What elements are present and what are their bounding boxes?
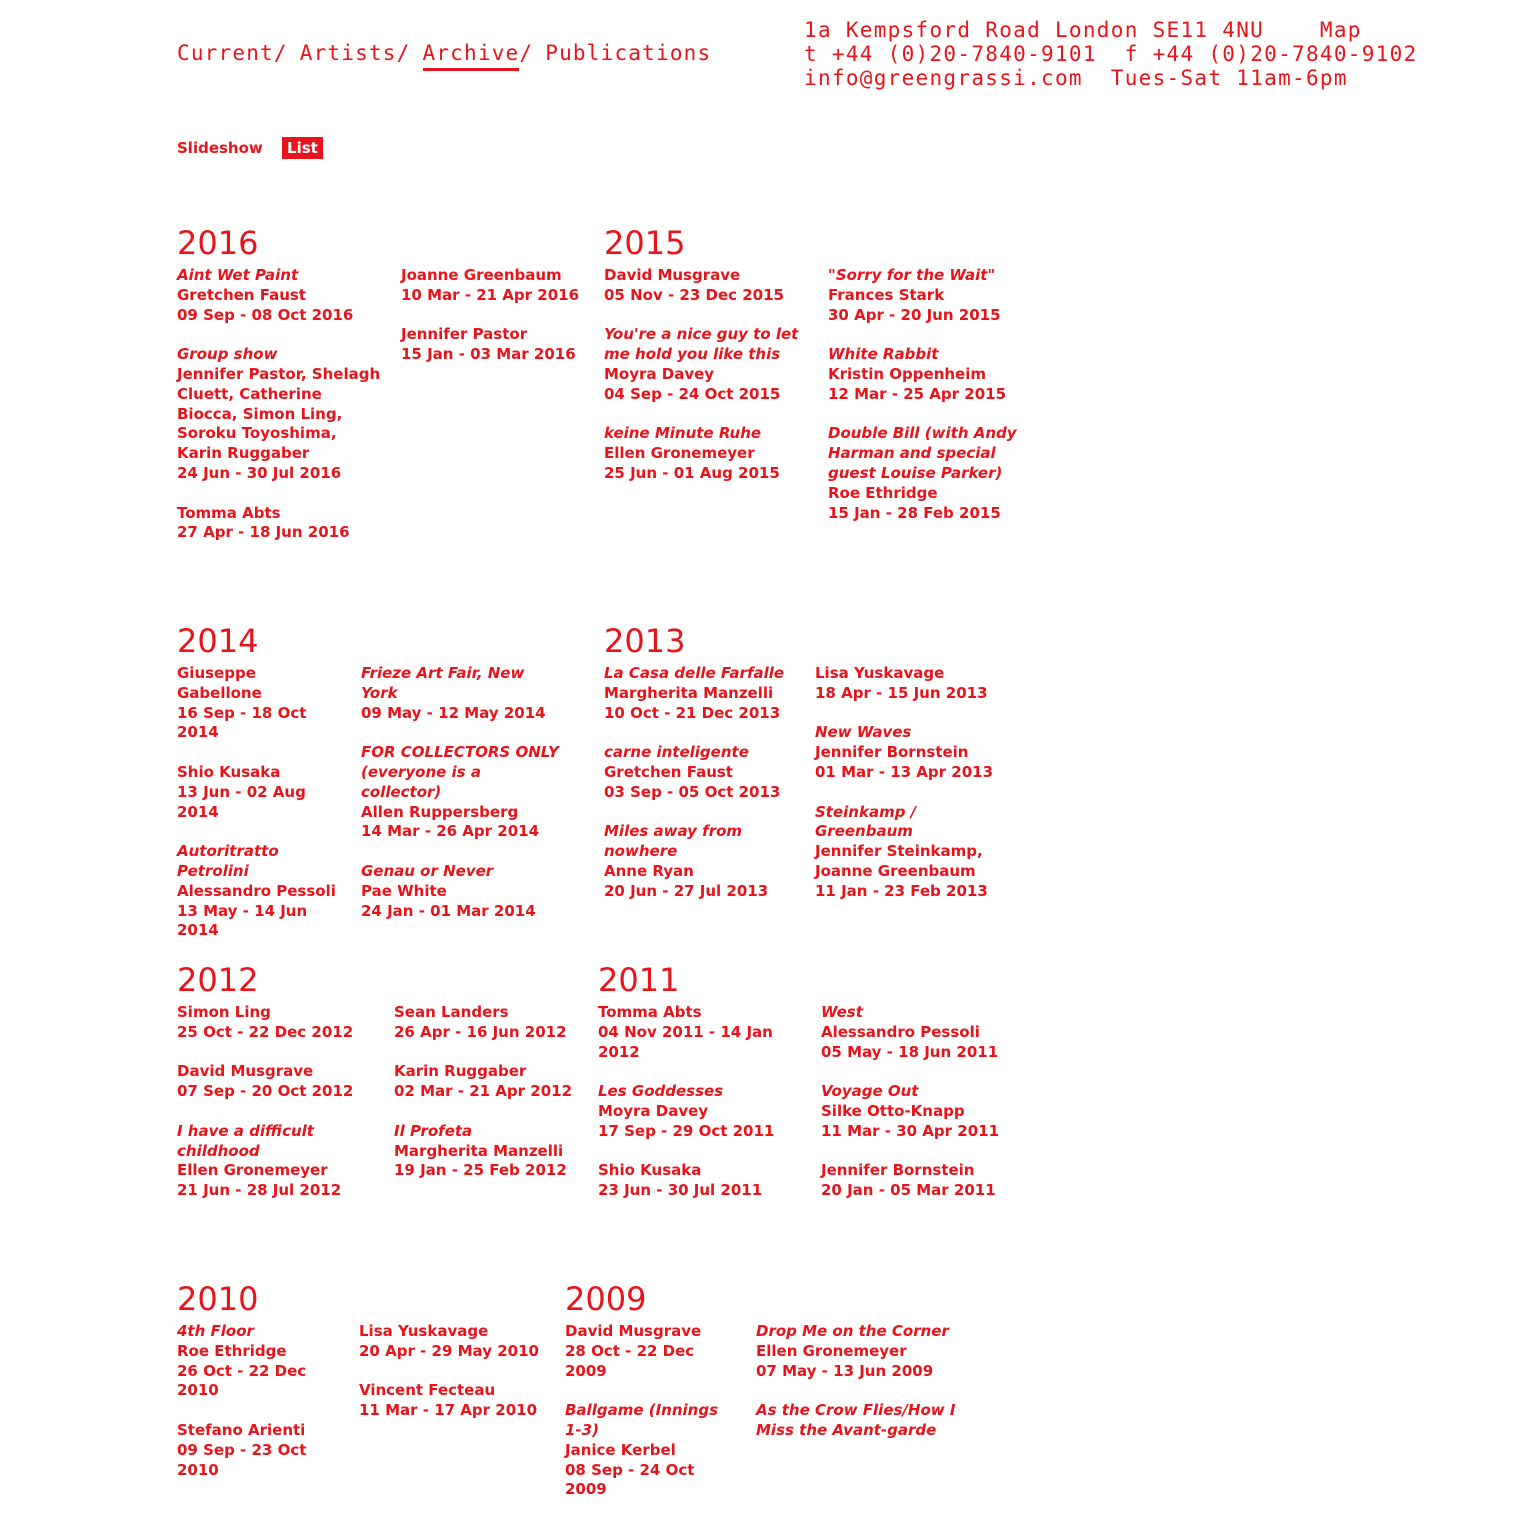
exhibition-dates: 07 Sep - 20 Oct 2012	[177, 1082, 354, 1101]
exhibition-dates: 07 May - 13 Jun 2009	[756, 1361, 934, 1380]
exhibition-entry[interactable]	[177, 345, 381, 484]
exhibition-artist: Lisa Yuskavage	[815, 664, 945, 682]
exhibition-artist: Janice Kerbel	[565, 1440, 676, 1459]
view-toggle	[177, 139, 323, 157]
exhibition-artist: Sean Landers	[394, 1003, 509, 1021]
exhibition-dates: 04 Nov 2011 - 14 Jan 2012	[598, 1022, 773, 1061]
exhibition-entry[interactable]	[828, 345, 1028, 404]
exhibition-artist: Giuseppe Gabellone	[177, 664, 262, 702]
year-heading: 2015	[604, 223, 686, 262]
exhibition-column	[177, 266, 381, 563]
exhibition-title: La Casa delle Farfalle	[604, 664, 785, 682]
exhibition-entry[interactable]	[598, 1003, 801, 1062]
exhibition-artist: Gretchen Faust	[604, 762, 733, 781]
exhibition-dates: 20 Jan - 05 Mar 2011	[821, 1181, 996, 1200]
exhibition-entry[interactable]	[828, 424, 1028, 523]
exhibition-dates: 20 Jun - 27 Jul 2013	[604, 881, 769, 900]
exhibition-title: Double Bill (with Andy Harman and special guest Louise Parker)	[828, 424, 1017, 482]
exhibition-title: carne inteligente	[604, 743, 749, 762]
exhibition-dates: 01 Mar - 13 Apr 2013	[815, 762, 994, 781]
exhibition-artist: Stefano Arienti	[177, 1420, 306, 1439]
exhibition-entry[interactable]	[401, 325, 601, 365]
exhibition-entry[interactable]	[359, 1381, 559, 1421]
exhibition-column	[598, 1003, 801, 1221]
exhibition-artist: Ellen Gronemeyer	[756, 1341, 907, 1360]
exhibition-entry[interactable]	[565, 1322, 736, 1381]
exhibition-entry[interactable]	[177, 1062, 374, 1102]
exhibition-column	[604, 664, 795, 921]
exhibition-dates: 16 Sep - 18 Oct 2014	[177, 703, 307, 742]
exhibition-artist: Karin Ruggaber	[394, 1062, 527, 1081]
exhibition-dates: 24 Jan - 01 Mar 2014	[361, 901, 536, 920]
exhibition-title: I have a difficult childhood	[177, 1121, 314, 1160]
exhibition-entry[interactable]	[394, 1003, 594, 1043]
exhibition-column	[361, 664, 561, 941]
exhibition-entry[interactable]	[598, 1161, 801, 1201]
exhibition-dates: 09 May - 12 May 2014	[361, 703, 546, 722]
exhibition-entry[interactable]	[359, 1322, 559, 1362]
exhibition-artist: Ellen Gronemeyer	[177, 1161, 328, 1180]
exhibition-title: FOR COLLECTORS ONLY (everyone is a collector)	[361, 743, 559, 801]
exhibition-artist: Jennifer Pastor	[401, 325, 528, 344]
nav-artists[interactable]: Artists	[299, 41, 397, 65]
address: 1a Kempsford Road London SE11 4NU	[804, 18, 1265, 42]
exhibition-artist: Roe Ethridge	[828, 483, 938, 502]
nav-separator: /	[396, 41, 411, 65]
exhibition-entry[interactable]	[177, 763, 341, 822]
exhibition-dates: 05 Nov - 23 Dec 2015	[604, 285, 784, 304]
exhibition-artist: Jennifer Pastor, Shelagh Cluett, Catherine Biocca, Simon Ling, Soroku Toyoshima, Karin Ruggaber	[177, 364, 381, 463]
exhibition-entry[interactable]	[604, 325, 808, 404]
exhibition-title: White Rabbit	[828, 345, 939, 364]
opening-hours: Tues-Sat 11am-6pm	[1110, 66, 1348, 90]
exhibition-dates: 24 Jun - 30 Jul 2016	[177, 463, 342, 482]
exhibition-entry[interactable]	[177, 1122, 374, 1201]
exhibition-title: West	[821, 1003, 863, 1021]
exhibition-dates: 13 May - 14 Jun 2014	[177, 901, 308, 940]
exhibition-column	[815, 664, 1015, 921]
exhibition-title: You're a nice guy to let me hold you like this	[604, 325, 799, 364]
slideshow-view-button[interactable]: Slideshow	[177, 139, 263, 157]
exhibition-title: Steinkamp / Greenbaum	[815, 802, 917, 841]
exhibition-title: Group show	[177, 345, 278, 364]
exhibition-dates: 11 Jan - 23 Feb 2013	[815, 881, 988, 900]
exhibition-entry[interactable]	[361, 664, 561, 723]
year-heading: 2010	[177, 1279, 259, 1318]
exhibition-entry[interactable]	[815, 803, 1015, 902]
exhibition-artist: Tomma Abts	[177, 503, 281, 522]
exhibition-dates: 21 Jun - 28 Jul 2012	[177, 1181, 342, 1200]
exhibition-entry[interactable]	[565, 1401, 736, 1500]
exhibition-column	[604, 266, 808, 504]
exhibition-entry[interactable]	[756, 1401, 956, 1441]
exhibition-dates: 15 Jan - 03 Mar 2016	[401, 345, 576, 364]
exhibition-artist: Simon Ling	[177, 1003, 271, 1021]
list-view-button[interactable]: List	[282, 137, 323, 159]
exhibition-dates: 11 Mar - 30 Apr 2011	[821, 1121, 1000, 1140]
exhibition-dates: 26 Oct - 22 Dec 2010	[177, 1361, 307, 1400]
exhibition-dates: 02 Mar - 21 Apr 2012	[394, 1082, 573, 1101]
exhibition-dates: 23 Jun - 30 Jul 2011	[598, 1181, 763, 1200]
exhibition-dates: 26 Apr - 16 Jun 2012	[394, 1022, 567, 1041]
exhibition-title: New Waves	[815, 723, 912, 742]
exhibition-entry[interactable]	[394, 1062, 594, 1102]
phone: t +44 (0)20-7840-9101	[804, 42, 1097, 66]
exhibition-artist: Gretchen Faust	[177, 285, 306, 304]
exhibition-entry[interactable]	[604, 822, 795, 901]
exhibition-dates: 25 Oct - 22 Dec 2012	[177, 1022, 354, 1041]
exhibition-artist: Frances Stark	[828, 285, 945, 304]
exhibition-dates: 30 Apr - 20 Jun 2015	[828, 305, 1001, 324]
nav-publications[interactable]: Publications	[545, 41, 712, 65]
exhibition-entry[interactable]	[177, 664, 341, 743]
exhibition-title: Genau or Never	[361, 861, 494, 880]
exhibition-column	[177, 1003, 374, 1221]
exhibition-artist: Jennifer Steinkamp, Joanne Greenbaum	[815, 842, 983, 880]
exhibition-title: Drop Me on the Corner	[756, 1322, 949, 1340]
exhibition-artist: Lisa Yuskavage	[359, 1322, 489, 1340]
exhibition-entry[interactable]	[821, 1161, 1021, 1201]
map-link[interactable]: Map	[1319, 18, 1362, 42]
exhibition-dates: 05 May - 18 Jun 2011	[821, 1042, 999, 1061]
exhibition-artist: Joanne Greenbaum	[401, 266, 562, 284]
exhibition-column	[565, 1322, 736, 1520]
exhibition-dates: 19 Jan - 25 Feb 2012	[394, 1161, 567, 1180]
exhibition-dates: 10 Mar - 21 Apr 2016	[401, 285, 580, 304]
exhibition-entry[interactable]	[815, 723, 1015, 782]
exhibition-entry[interactable]	[604, 664, 795, 723]
exhibition-entry[interactable]	[177, 842, 341, 941]
exhibition-artist: Allen Ruppersberg	[361, 802, 519, 821]
exhibition-entry[interactable]	[598, 1082, 801, 1141]
exhibition-artist: Roe Ethridge	[177, 1341, 287, 1360]
exhibition-entry[interactable]	[177, 266, 381, 325]
exhibition-entry[interactable]	[604, 266, 808, 306]
exhibition-dates: 27 Apr - 18 Jun 2016	[177, 523, 350, 542]
exhibition-artist: Jennifer Bornstein	[821, 1161, 975, 1180]
exhibition-column	[756, 1322, 956, 1461]
exhibition-entry[interactable]	[604, 424, 808, 483]
email-link[interactable]: info@greengrassi.com	[804, 66, 1083, 90]
exhibition-column	[177, 1322, 339, 1500]
exhibition-artist: Pae White	[361, 881, 447, 900]
year-heading: 2011	[598, 960, 680, 999]
exhibition-artist: Ellen Gronemeyer	[604, 444, 755, 463]
nav-archive[interactable]: Archive	[423, 41, 520, 71]
exhibition-artist: Jennifer Bornstein	[815, 743, 969, 762]
exhibition-dates: 25 Jun - 01 Aug 2015	[604, 463, 780, 482]
exhibition-title: Voyage Out	[821, 1082, 919, 1101]
exhibition-entry[interactable]	[177, 504, 381, 544]
exhibition-artist: Silke Otto-Knapp	[821, 1101, 965, 1120]
exhibition-artist: Alessandro Pessoli	[177, 881, 336, 900]
exhibition-entry[interactable]	[815, 664, 1015, 704]
exhibition-dates: 08 Sep - 24 Oct 2009	[565, 1460, 695, 1499]
exhibition-entry[interactable]	[604, 743, 795, 802]
exhibition-title: Aint Wet Paint	[177, 266, 299, 284]
exhibition-entry[interactable]	[394, 1122, 594, 1181]
exhibition-entry[interactable]	[361, 743, 561, 842]
exhibition-dates: 15 Jan - 28 Feb 2015	[828, 503, 1001, 522]
exhibition-dates: 20 Apr - 29 May 2010	[359, 1341, 539, 1360]
year-heading: 2013	[604, 621, 686, 660]
year-heading: 2014	[177, 621, 259, 660]
fax: f +44 (0)20-7840-9102	[1124, 42, 1418, 66]
year-heading: 2012	[177, 960, 259, 999]
exhibition-dates: 03 Sep - 05 Oct 2013	[604, 782, 781, 801]
exhibition-entry[interactable]	[401, 266, 601, 306]
exhibition-title: Il Profeta	[394, 1121, 473, 1140]
exhibition-title: As the Crow Flies/How I Miss the Avant-garde	[756, 1401, 956, 1439]
exhibition-entry[interactable]	[756, 1322, 956, 1381]
exhibition-dates: 04 Sep - 24 Oct 2015	[604, 384, 781, 403]
contact-info	[804, 18, 1418, 90]
exhibition-artist: David Musgrave	[177, 1062, 314, 1081]
nav-current[interactable]: Current	[177, 41, 274, 65]
exhibition-entry[interactable]	[177, 1421, 339, 1480]
exhibition-dates: 12 Mar - 25 Apr 2015	[828, 384, 1007, 403]
exhibition-artist: Shio Kusaka	[598, 1161, 702, 1180]
exhibition-column	[394, 1003, 594, 1201]
exhibition-artist: Moyra Davey	[598, 1101, 709, 1120]
exhibition-dates: 13 Jun - 02 Aug 2014	[177, 782, 306, 821]
exhibition-title: Ballgame (Innings 1-3)	[565, 1401, 719, 1439]
exhibition-dates: 28 Oct - 22 Dec 2009	[565, 1341, 695, 1380]
exhibition-artist: Vincent Fecteau	[359, 1381, 496, 1400]
exhibition-column	[401, 266, 601, 385]
exhibition-entry[interactable]	[821, 1003, 1021, 1062]
year-heading: 2009	[565, 1279, 647, 1318]
exhibition-entry[interactable]	[828, 266, 1028, 325]
exhibition-artist: Tomma Abts	[598, 1003, 702, 1021]
exhibition-dates: 18 Apr - 15 Jun 2013	[815, 683, 988, 702]
exhibition-column	[828, 266, 1028, 543]
exhibition-entry[interactable]	[821, 1082, 1021, 1141]
exhibition-artist: David Musgrave	[565, 1322, 702, 1340]
exhibition-title: "Sorry for the Wait"	[828, 266, 996, 284]
exhibition-title: Les Goddesses	[598, 1082, 724, 1101]
exhibition-dates: 11 Mar - 17 Apr 2010	[359, 1401, 538, 1420]
exhibition-artist: Shio Kusaka	[177, 762, 281, 781]
exhibition-entry[interactable]	[361, 862, 561, 921]
exhibition-artist: Kristin Oppenheim	[828, 364, 987, 383]
exhibition-dates: 14 Mar - 26 Apr 2014	[361, 822, 540, 841]
exhibition-column	[359, 1322, 559, 1441]
exhibition-column	[821, 1003, 1021, 1221]
exhibition-dates: 17 Sep - 29 Oct 2011	[598, 1121, 775, 1140]
main-nav	[177, 41, 711, 65]
nav-separator: /	[519, 41, 534, 65]
exhibition-dates: 09 Sep - 08 Oct 2016	[177, 305, 354, 324]
exhibition-artist: Margherita Manzelli	[394, 1141, 564, 1160]
nav-separator: /	[273, 41, 288, 65]
exhibition-entry[interactable]	[177, 1003, 374, 1043]
exhibition-artist: David Musgrave	[604, 266, 741, 284]
exhibition-artist: Moyra Davey	[604, 364, 715, 383]
exhibition-entry[interactable]	[177, 1322, 339, 1401]
exhibition-dates: 09 Sep - 23 Oct 2010	[177, 1440, 307, 1479]
exhibition-title: Autoritratto Petrolini	[177, 842, 279, 880]
exhibition-dates: 10 Oct - 21 Dec 2013	[604, 703, 781, 722]
exhibition-artist: Anne Ryan	[604, 861, 694, 880]
exhibition-column	[177, 664, 341, 961]
exhibition-title: Miles away from nowhere	[604, 822, 743, 861]
exhibition-artist: Alessandro Pessoli	[821, 1022, 980, 1041]
exhibition-title: keine Minute Ruhe	[604, 424, 762, 443]
exhibition-artist: Margherita Manzelli	[604, 683, 774, 702]
year-heading: 2016	[177, 223, 259, 262]
exhibition-title: Frieze Art Fair, New York	[361, 664, 525, 702]
exhibition-title: 4th Floor	[177, 1322, 254, 1340]
